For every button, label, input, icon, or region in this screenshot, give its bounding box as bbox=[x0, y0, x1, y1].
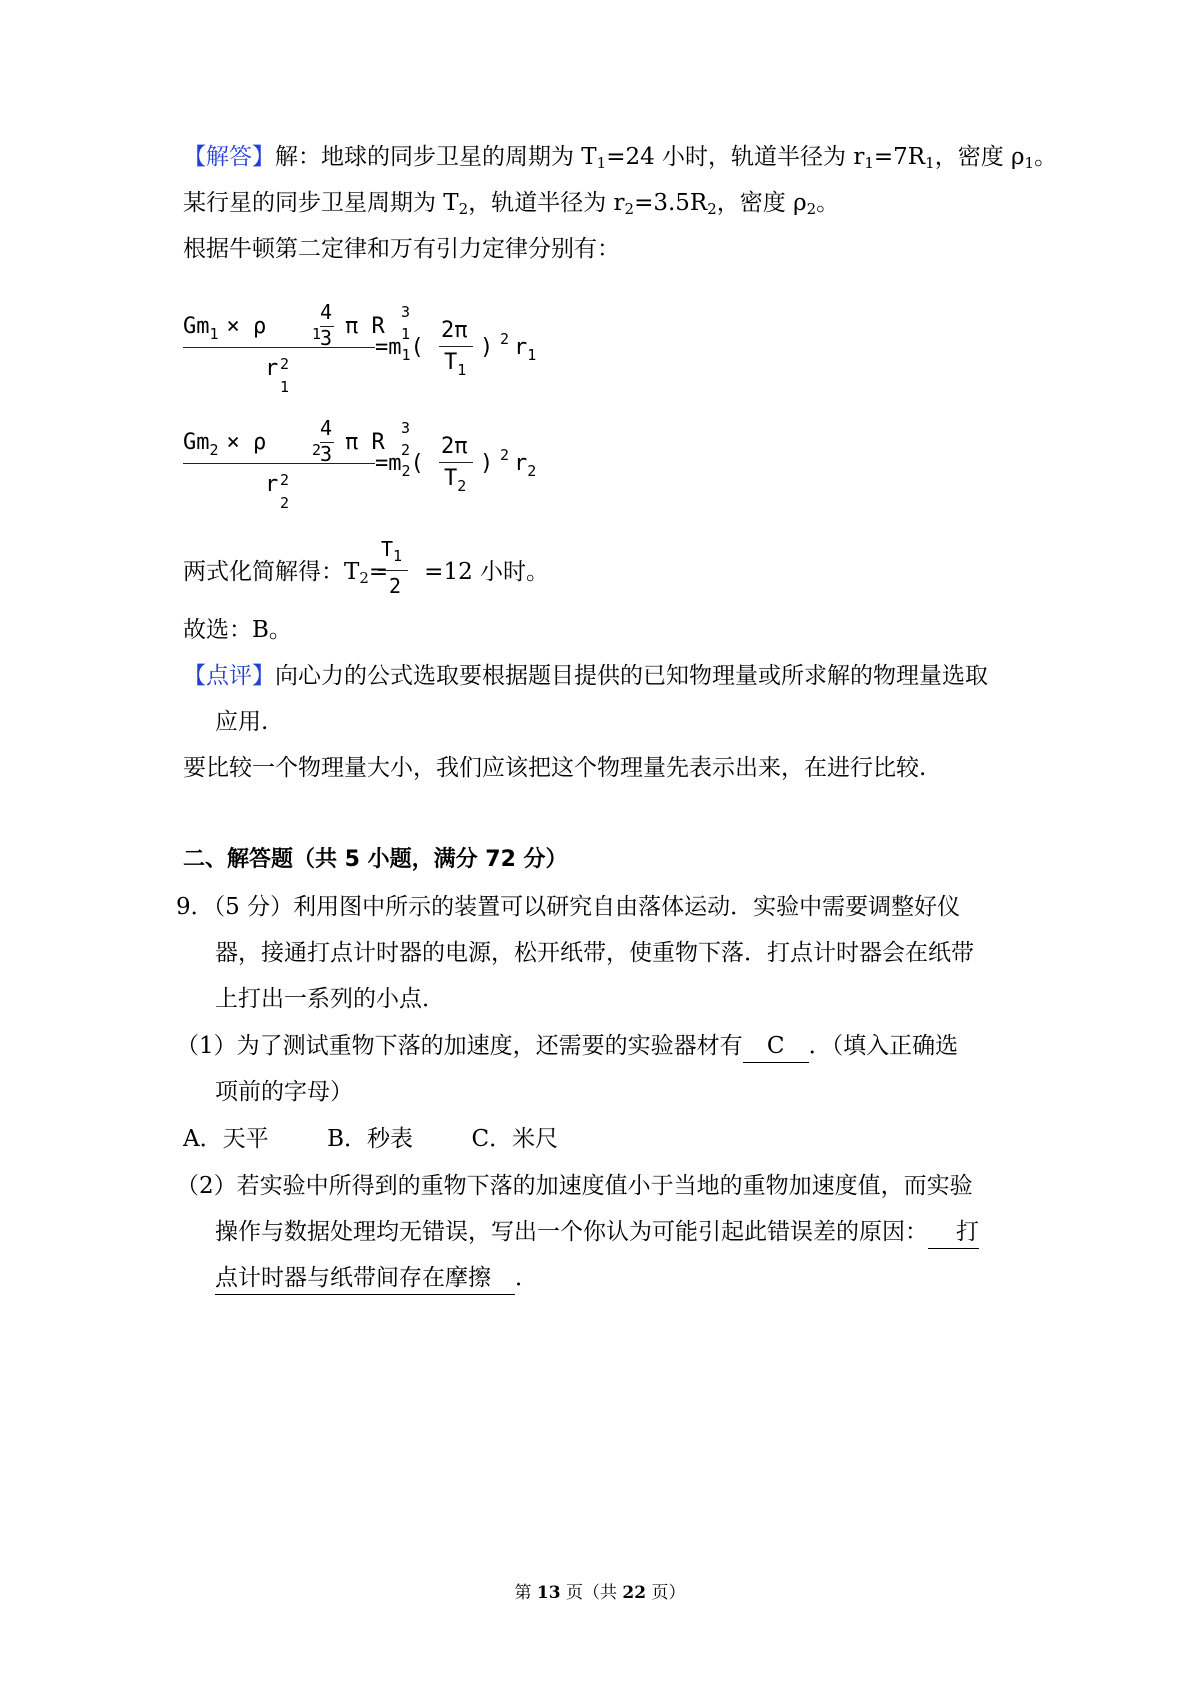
section-title: 二、解答题（共 5 小题，满分 72 分） bbox=[183, 847, 568, 872]
eq-sub: 2 bbox=[401, 441, 411, 459]
solution-line-1 bbox=[183, 141, 1057, 173]
comment-line-2: 应用. bbox=[215, 709, 269, 735]
total-pages: 22 bbox=[622, 1583, 647, 1603]
footer-text: 第 bbox=[514, 1583, 537, 1603]
solution-line-result bbox=[183, 556, 549, 588]
eq-sub: 1 bbox=[401, 346, 411, 364]
q9-line-3: 上打出一系列的小点． bbox=[215, 986, 445, 1012]
eq-text: × ρ bbox=[226, 430, 267, 455]
solution-text: 。 bbox=[1034, 144, 1058, 170]
q9-part1-text: （1）为了测试重物下落的加速度，还需要的实验器材有 bbox=[176, 1033, 743, 1059]
eq-sub: 1 bbox=[312, 325, 322, 343]
subscript: 1 bbox=[864, 154, 874, 172]
q9-part1-line-1 bbox=[176, 1030, 958, 1063]
subscript: 2 bbox=[707, 200, 717, 218]
eq-sub: 2 bbox=[280, 494, 290, 512]
solution-tag: 【解答】 bbox=[183, 144, 275, 170]
page-footer bbox=[0, 1578, 1200, 1603]
q9-part2-text: ． bbox=[515, 1265, 538, 1291]
eq-sub: 2 bbox=[527, 462, 537, 480]
subscript: 2 bbox=[806, 200, 817, 218]
eq-text: T bbox=[381, 537, 394, 561]
q9-part2-line-3 bbox=[215, 1262, 538, 1295]
eq-text: r bbox=[265, 356, 279, 381]
eq-text: r bbox=[265, 472, 279, 497]
result-frac-top bbox=[381, 537, 402, 563]
solution-text: =12 小时。 bbox=[424, 559, 550, 585]
solution-text: = bbox=[368, 559, 389, 585]
eq1-rhs bbox=[375, 335, 424, 364]
q9-line-2: 器，接通打点计时器的电源，松开纸带，使重物下落．打点计时器会在纸带 bbox=[215, 940, 974, 966]
q9-part2-line-2 bbox=[215, 1216, 979, 1249]
q9-part1-line-2: 项前的字母） bbox=[215, 1079, 353, 1105]
eq2-rhs bbox=[375, 451, 424, 480]
eq2-rhs-frac-bar bbox=[439, 462, 473, 463]
solution-text: ，轨道半径为 r bbox=[468, 190, 625, 216]
q9-options: A．天平 B．秒表 C．米尺 bbox=[183, 1126, 559, 1152]
eq-sub: 1 bbox=[393, 547, 403, 565]
solution-line-2 bbox=[183, 187, 839, 219]
eq-text: π R bbox=[345, 314, 385, 339]
eq-sub: 1 bbox=[209, 325, 219, 343]
eq-text: ) bbox=[480, 451, 494, 476]
eq-sup: 2 bbox=[500, 446, 510, 464]
eq-text: π R bbox=[345, 430, 385, 455]
eq-sup: 2 bbox=[500, 330, 510, 348]
q9-part2-line-1: （2）若实验中所得到的重物下落的加速度值小于当地的重物加速度值，而实验 bbox=[176, 1173, 973, 1199]
comment-line-3: 要比较一个物理量大小，我们应该把这个物理量先表示出来，在进行比较. bbox=[183, 755, 927, 781]
comment-tag: 【点评】 bbox=[183, 663, 275, 689]
solution-text: =24 小时，轨道半径为 r bbox=[606, 144, 865, 170]
eq-frac-top: 4 bbox=[320, 416, 333, 440]
comment-line-1 bbox=[183, 660, 988, 692]
solution-answer: 故选：B。 bbox=[183, 617, 292, 643]
solution-text: 某行星的同步卫星周期为 T bbox=[183, 190, 459, 216]
eq-frac-top: 4 bbox=[320, 300, 333, 324]
eq-frac-bottom: 3 bbox=[320, 326, 333, 350]
solution-text: =3.5R bbox=[634, 190, 708, 216]
eq-text: T bbox=[444, 350, 458, 375]
eq2-rhs-frac-bottom bbox=[444, 466, 467, 495]
solution-text: ，密度 ρ bbox=[934, 144, 1025, 170]
eq-sub: 1 bbox=[280, 378, 290, 396]
eq-frac-top: 2π bbox=[441, 434, 468, 459]
subscript: 2 bbox=[359, 569, 369, 587]
eq-text: =m bbox=[375, 451, 402, 476]
eq-text: Gm bbox=[183, 430, 210, 455]
eq-text: ( bbox=[410, 335, 424, 360]
eq1-main-frac-bar bbox=[183, 347, 375, 348]
subscript: 2 bbox=[458, 200, 469, 218]
solution-text: ，密度 ρ bbox=[716, 190, 807, 216]
eq-sup: 2 bbox=[280, 355, 290, 373]
eq1-rhs-frac-bottom bbox=[444, 350, 467, 379]
eq-sub: 2 bbox=[209, 441, 219, 459]
subscript: 1 bbox=[925, 154, 935, 172]
eq-text: ( bbox=[410, 451, 424, 476]
eq-frac-top: 2π bbox=[441, 318, 468, 343]
eq-sub: 1 bbox=[457, 361, 467, 379]
page-number: 13 bbox=[536, 1583, 561, 1603]
solution-text: =7R bbox=[873, 144, 926, 170]
answer-blank-2a: 打 bbox=[928, 1216, 979, 1249]
eq-sup: 2 bbox=[280, 471, 290, 489]
eq-sub: 2 bbox=[457, 477, 467, 495]
eq-text: ) bbox=[480, 335, 494, 360]
eq-text: Gm bbox=[183, 314, 210, 339]
eq1-rhs-frac-bar bbox=[439, 346, 473, 347]
footer-text: 页（共 bbox=[560, 1583, 623, 1603]
eq-text: T bbox=[444, 466, 458, 491]
eq-sup: 3 bbox=[401, 419, 411, 437]
eq-text: × ρ bbox=[226, 314, 267, 339]
solution-text: 解：地球的同步卫星的周期为 T bbox=[275, 144, 597, 170]
eq2-num-a bbox=[183, 430, 267, 459]
solution-line-3: 根据牛顿第二定律和万有引力定律分别有： bbox=[183, 236, 620, 262]
subscript: 2 bbox=[624, 200, 635, 218]
eq2-rhs-r bbox=[514, 451, 537, 480]
footer-text: 页） bbox=[646, 1583, 686, 1603]
eq-text: =m bbox=[375, 335, 402, 360]
eq-sub: 1 bbox=[527, 346, 537, 364]
eq-sub: 2 bbox=[401, 462, 411, 480]
q9-part2-text: 操作与数据处理均无错误，写出一个你认为可能引起此错误差的原因： bbox=[215, 1219, 928, 1245]
answer-blank-1: C bbox=[743, 1030, 809, 1063]
result-frac-bar bbox=[378, 570, 408, 571]
result-frac-bottom: 2 bbox=[389, 574, 402, 598]
eq1-num-a bbox=[183, 314, 267, 343]
eq-text: r bbox=[514, 335, 528, 360]
eq1-rhs-r bbox=[514, 335, 537, 364]
eq2-main-frac-bar bbox=[183, 463, 375, 464]
eq-frac-bottom: 3 bbox=[320, 442, 333, 466]
eq-text: r bbox=[514, 451, 528, 476]
q9-part1-text: ．（填入正确选 bbox=[808, 1033, 959, 1059]
comment-text: 向心力的公式选取要根据题目提供的已知物理量或所求解的物理量选取 bbox=[275, 663, 988, 689]
eq-sub: 1 bbox=[401, 325, 411, 343]
answer-blank-2b: 点计时器与纸带间存在摩擦 bbox=[215, 1262, 515, 1295]
subscript: 1 bbox=[1024, 154, 1035, 172]
solution-text: 。 bbox=[816, 190, 840, 216]
subscript: 1 bbox=[596, 154, 607, 172]
eq-sup: 3 bbox=[401, 303, 411, 321]
eq-sub: 2 bbox=[312, 441, 322, 459]
q9-line-1: 9．（5 分）利用图中所示的装置可以研究自由落体运动．实验中需要调整好仪 bbox=[176, 894, 961, 920]
solution-text: 两式化简解得：T bbox=[183, 559, 360, 585]
